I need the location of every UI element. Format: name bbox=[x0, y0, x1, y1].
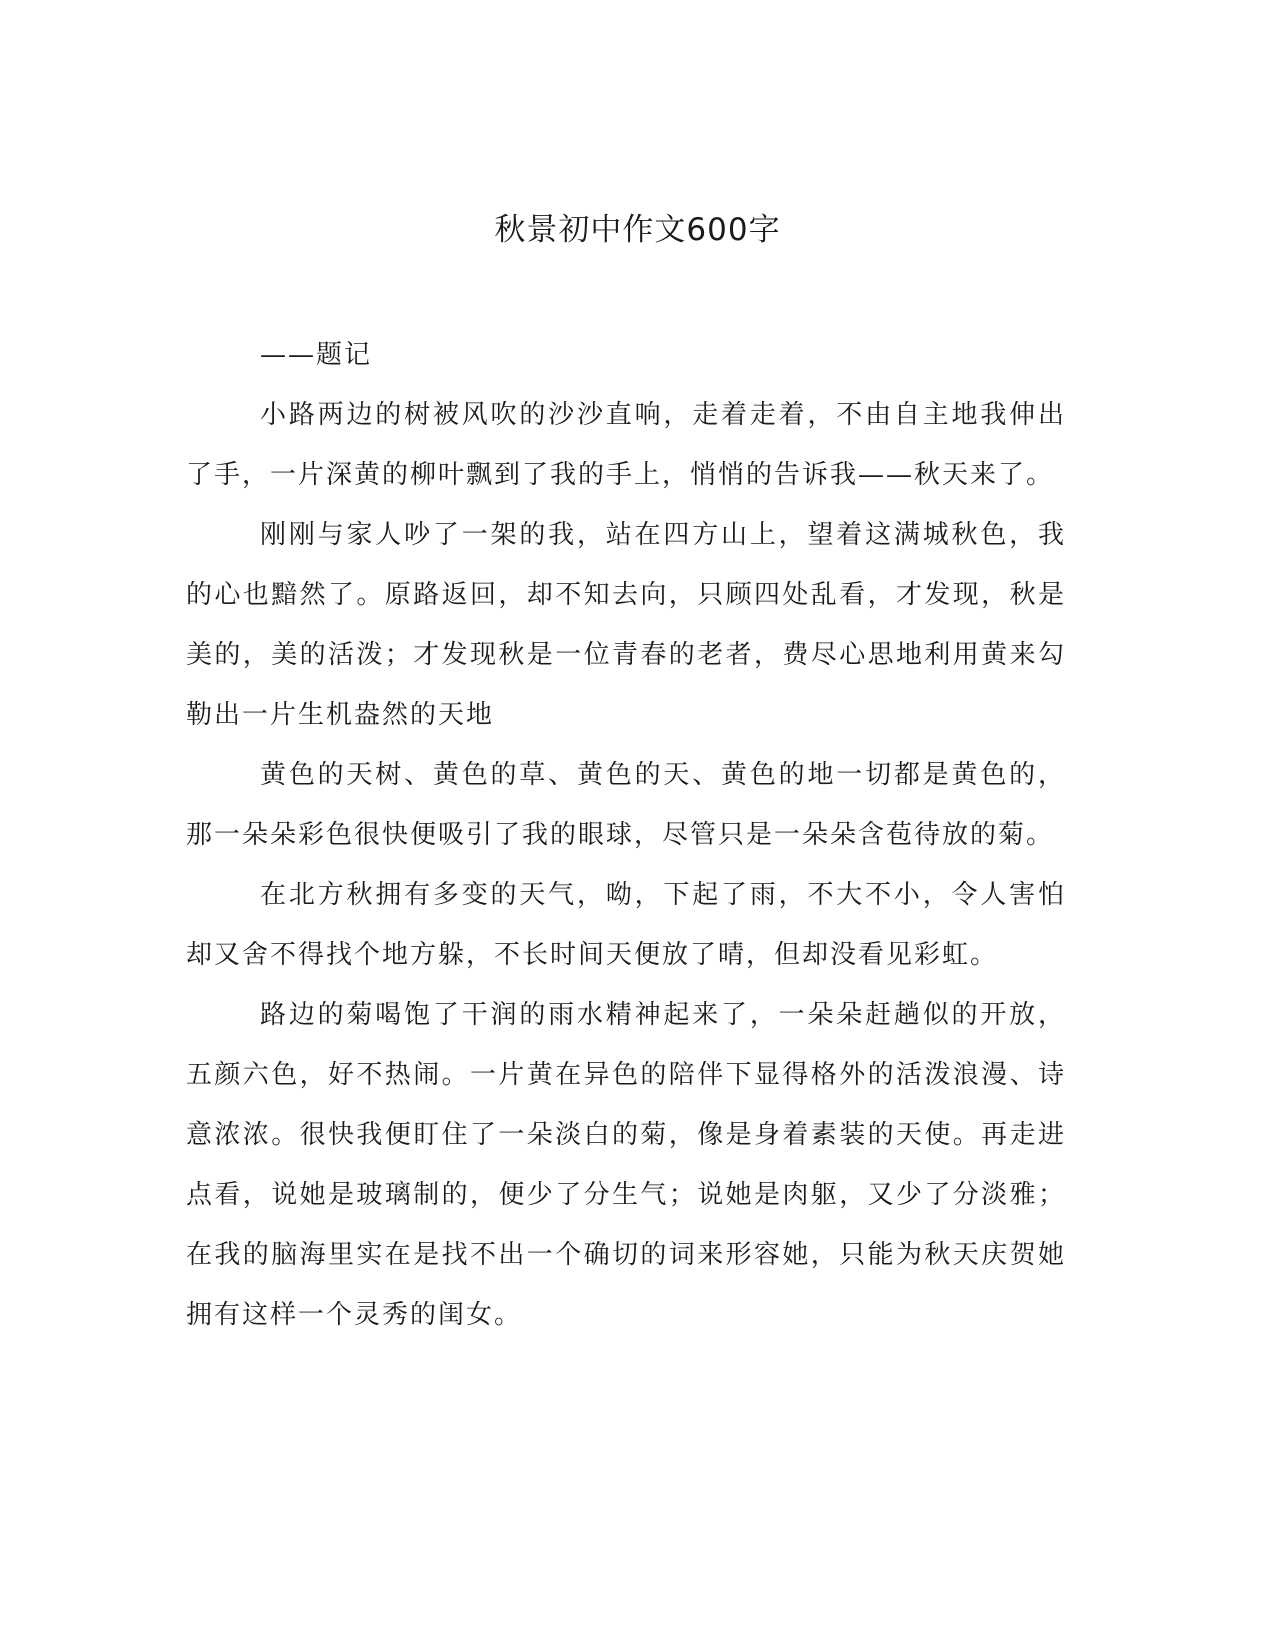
document-title: 秋景初中作文600字 bbox=[494, 212, 781, 248]
paragraph-epigraph: ——题记 bbox=[260, 340, 373, 370]
paragraph: 黄色的天树、黄色的草、黄色的天、黄色的地一切都是黄色的，那一朵朵彩色很快便吸引了我的眼球，尽管只是一朵朵含苞待放的菊。 bbox=[186, 760, 1066, 850]
paragraph: 路边的菊喝饱了干润的雨水精神起来了，一朵朵赶趟似的开放，五颜六色，好不热闹。一片黄在异色的陪伴下显得格外的活泼浪漫、诗意浓浓。很快我便盯住了一朵淡白的菊，像是身着素装的天使。再走进点看，说她是玻璃制的，便少了分生气；说她是肉躯，又少了分淡雅；在我的脑海里实在是找不出一个确切的词来形容她，只能为秋天庆贺她拥有这样一个灵秀的闺女。 bbox=[186, 1000, 1066, 1330]
paragraph: 小路两边的树被风吹的沙沙直响，走着走着，不由自主地我伸出了手，一片深黄的柳叶飘到了我的手上，悄悄的告诉我——秋天来了。 bbox=[186, 400, 1066, 490]
document-body bbox=[186, 325, 1066, 1345]
paragraph: 刚刚与家人吵了一架的我，站在四方山上，望着这满城秋色，我的心也黯然了。原路返回，却不知去向，只顾四处乱看，才发现，秋是美的，美的活泼；才发现秋是一位青春的老者，费尽心思地利用黄来勾勒出一片生机盎然的天地 bbox=[186, 520, 1066, 730]
paragraph: 在北方秋拥有多变的天气，呦，下起了雨，不大不小，令人害怕却又舍不得找个地方躲，不长时间天便放了晴，但却没看见彩虹。 bbox=[186, 880, 1066, 970]
